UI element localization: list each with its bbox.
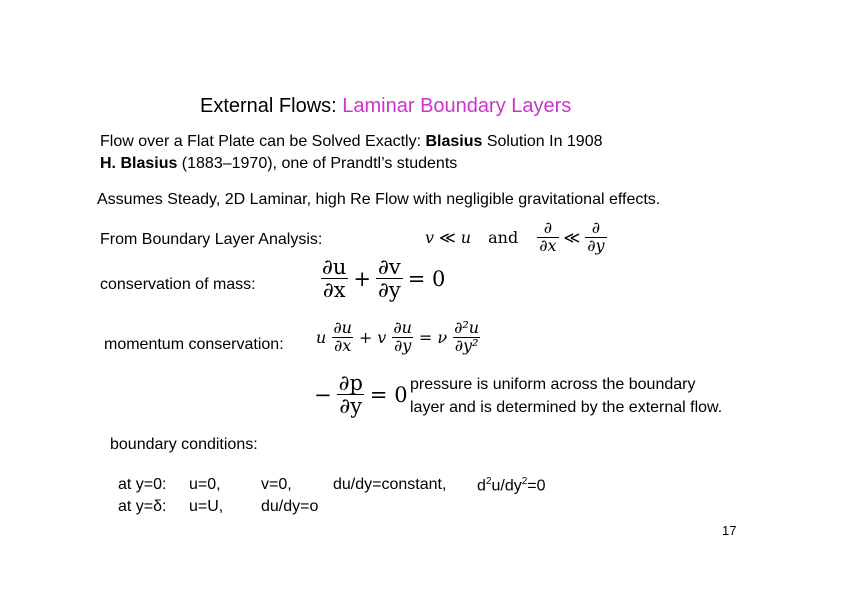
assumption-text: Assumes Steady, 2D Laminar, high Re Flow with negligible gravitational effects.	[97, 191, 661, 208]
mass-equation	[320, 256, 445, 301]
slide-title	[200, 95, 571, 118]
bl-u: u	[460, 227, 472, 247]
bc-row-2-dudy: du/dy=o	[261, 498, 319, 515]
d2u-sup2: 2	[521, 476, 528, 487]
mom-nu: ν	[437, 327, 448, 347]
bl-and: and	[488, 227, 519, 247]
mom-du-2: ∂u	[393, 318, 412, 337]
d2u-sup1: 2	[485, 476, 492, 487]
bl-dy-den: ∂y	[587, 235, 605, 255]
pressure-equation	[314, 372, 408, 417]
bc-row-1-d2u	[477, 476, 546, 495]
bc-row-1-v: v=0,	[261, 476, 292, 493]
mom-eq: =	[418, 327, 433, 347]
pressure-minus: −	[314, 382, 332, 407]
mass-dx: ∂x	[322, 278, 346, 303]
pressure-dy: ∂y	[339, 394, 363, 419]
bl-dy-num: ∂	[591, 218, 601, 237]
mom-frac-dudy	[391, 320, 414, 355]
bl-dx-num: ∂	[543, 218, 552, 237]
intro-line-1	[100, 133, 603, 151]
d2u-d: d	[477, 477, 486, 495]
bl-frac-dx	[537, 220, 558, 255]
mass-frac-v	[376, 256, 403, 301]
bl-dx-den: ∂x	[539, 235, 557, 255]
bc-row-1-dudy: du/dy=constant,	[333, 476, 447, 493]
pressure-dp: ∂p	[338, 371, 363, 395]
d2u-mid: u/dy	[491, 477, 522, 495]
momentum-label: momentum conservation:	[104, 336, 284, 353]
mom-du-1: ∂u	[333, 318, 352, 337]
mass-label: conservation of mass:	[100, 276, 256, 293]
h-blasius-bold: H. Blasius	[100, 155, 178, 172]
intro-line-1-text: Flow over a Flat Plate can be Solved Exactly:	[100, 133, 426, 150]
mass-dv: ∂v	[378, 255, 401, 279]
mom-dy2: ∂y²	[454, 335, 479, 355]
mom-frac-dudx	[331, 320, 354, 355]
pressure-note-1: pressure is uniform across the boundary	[410, 376, 696, 393]
pressure-eq: = 0	[369, 382, 408, 407]
pressure-note-2: layer and is determined by the external flow.	[410, 399, 723, 416]
bc-row-1-u: u=0,	[189, 476, 221, 493]
title-accent: Laminar Boundary Layers	[342, 95, 572, 117]
title-prefix: External Flows:	[200, 95, 343, 117]
momentum-equation	[316, 320, 481, 355]
mass-eq: = 0	[407, 266, 446, 291]
mass-frac-u	[320, 256, 348, 301]
intro-line-1-tail: Solution In 1908	[482, 133, 603, 150]
bl-ll-2: ≪	[563, 227, 581, 247]
mass-dy: ∂y	[378, 278, 401, 303]
page-number: 17	[722, 523, 737, 538]
intro-line-2	[100, 155, 457, 173]
intro-line-2-tail: (1883–1970), one of Prandtl’s students	[177, 155, 458, 172]
bl-frac-dy	[585, 220, 606, 255]
boundary-layer-equation	[425, 220, 607, 255]
mass-du: ∂u	[322, 255, 347, 279]
mom-d2u: ∂²u	[454, 318, 480, 337]
boundary-layer-label: From Boundary Layer Analysis:	[100, 231, 323, 248]
blasius-bold: Blasius	[425, 133, 483, 150]
mom-plus: +	[358, 327, 373, 347]
bc-row-1-at: at y=0:	[118, 476, 167, 493]
bc-row-2-at: at y=δ:	[118, 498, 167, 515]
bl-ll: ≪	[439, 227, 456, 247]
mom-frac-d2u	[452, 320, 481, 355]
d2u-post: =0	[527, 477, 546, 495]
mom-dy: ∂y	[393, 335, 412, 355]
bc-row-2-u: u=U,	[189, 498, 224, 515]
mom-v: v	[377, 327, 387, 347]
mom-dx: ∂x	[333, 335, 352, 355]
bc-label: boundary conditions:	[110, 436, 258, 453]
bl-v: v	[425, 227, 435, 247]
mass-plus: +	[353, 266, 371, 291]
mom-u: u	[316, 327, 327, 347]
pressure-frac	[337, 372, 365, 417]
